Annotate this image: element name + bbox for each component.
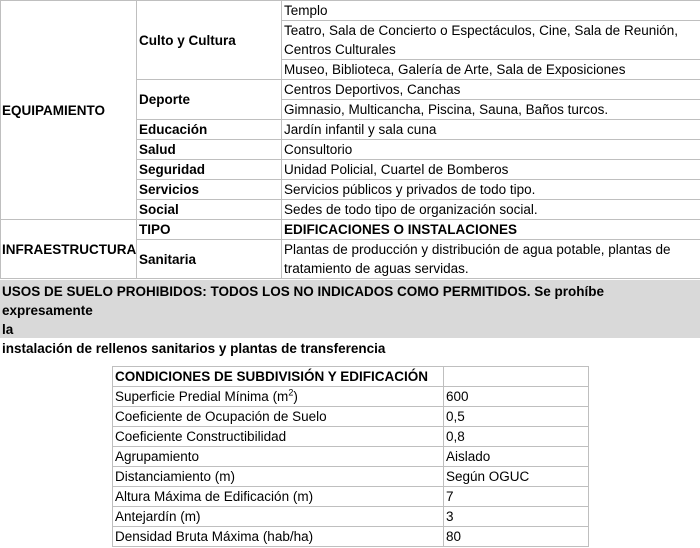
prohibited-line3: instalación de rellenos sanitarios y plantas de transferencia bbox=[2, 341, 386, 356]
prohibited-line2: la bbox=[2, 322, 14, 337]
condition-label: Densidad Bruta Máxima (hab/ha) bbox=[113, 527, 444, 547]
item-culto-3: Museo, Biblioteca, Galería de Arte, Sala de Exposiciones bbox=[282, 60, 700, 80]
item-educacion: Jardín infantil y sala cuna bbox=[282, 120, 700, 140]
condition-label: Coeficiente de Ocupación de Suelo bbox=[113, 407, 444, 427]
condition-label bbox=[113, 387, 444, 407]
condition-label: Antejardín (m) bbox=[113, 507, 444, 527]
subcategory-sanitaria: Sanitaria bbox=[137, 240, 282, 279]
condition-label-text: Superficie Predial Mínima (m bbox=[115, 389, 289, 404]
condition-value: 3 bbox=[444, 507, 589, 527]
item-deporte-1: Gimnasio, Multicancha, Piscina, Sauna, Baños turcos. bbox=[282, 100, 700, 120]
item-sanitaria-line1: Plantas de producción y distribución de agua potable, plantas de bbox=[284, 242, 671, 257]
item-seguridad: Unidad Policial, Cuartel de Bomberos bbox=[282, 160, 700, 180]
conditions-table bbox=[112, 366, 589, 547]
condition-value: 7 bbox=[444, 487, 589, 507]
subcategory-salud: Salud bbox=[137, 140, 282, 160]
conditions-title-blank bbox=[444, 367, 589, 387]
subcategory-servicios: Servicios bbox=[137, 180, 282, 200]
category-infraestructura: INFRAESTRUCTURA bbox=[1, 220, 137, 279]
item-deporte-0: Centros Deportivos, Canchas bbox=[282, 80, 700, 100]
condition-label: Distanciamiento (m) bbox=[113, 467, 444, 487]
item-sanitaria bbox=[282, 240, 700, 279]
prohibited-uses-notice bbox=[0, 280, 700, 356]
condition-value: 0,5 bbox=[444, 407, 589, 427]
item-culto-0: Templo bbox=[282, 1, 700, 21]
subcategory-deporte: Deporte bbox=[137, 80, 282, 120]
subcategory-educacion: Educación bbox=[137, 120, 282, 140]
tipo-value-header: EDIFICACIONES O INSTALACIONES bbox=[282, 220, 700, 240]
subcategory-social: Social bbox=[137, 200, 282, 220]
item-social: Sedes de todo tipo de organización social. bbox=[282, 200, 700, 220]
condition-label: Altura Máxima de Edificación (m) bbox=[113, 487, 444, 507]
prohibited-line1: USOS DE SUELO PROHIBIDOS: TODOS LOS NO INDICADOS COMO PERMITIDOS. Se prohíbe expresamente bbox=[2, 284, 605, 318]
subcategory-seguridad: Seguridad bbox=[137, 160, 282, 180]
item-salud: Consultorio bbox=[282, 140, 700, 160]
item-culto-1: Teatro, Sala de Concierto o Espectáculos, Cine, Sala de Reunión, bbox=[282, 21, 700, 41]
condition-value: 600 bbox=[444, 387, 589, 407]
condition-value: Según OGUC bbox=[444, 467, 589, 487]
category-equipamiento: EQUIPAMIENTO bbox=[1, 1, 137, 220]
condition-label: Coeficiente Constructibilidad bbox=[113, 427, 444, 447]
item-culto-2: Centros Culturales bbox=[282, 40, 700, 60]
condition-label-end: ) bbox=[293, 389, 298, 404]
conditions-title: CONDICIONES DE SUBDIVISIÓN Y EDIFICACIÓN bbox=[113, 367, 444, 387]
condition-value: 0,8 bbox=[444, 427, 589, 447]
condition-label-sup: 2 bbox=[288, 387, 294, 398]
tipo-header: TIPO bbox=[137, 220, 282, 240]
item-sanitaria-line2: tratamiento de aguas servidas. bbox=[284, 261, 469, 276]
item-servicios: Servicios públicos y privados de todo tipo. bbox=[282, 180, 700, 200]
condition-value: 80 bbox=[444, 527, 589, 547]
subcategory-culto: Culto y Cultura bbox=[137, 1, 282, 80]
condition-value: Aislado bbox=[444, 447, 589, 467]
condition-label: Agrupamiento bbox=[113, 447, 444, 467]
